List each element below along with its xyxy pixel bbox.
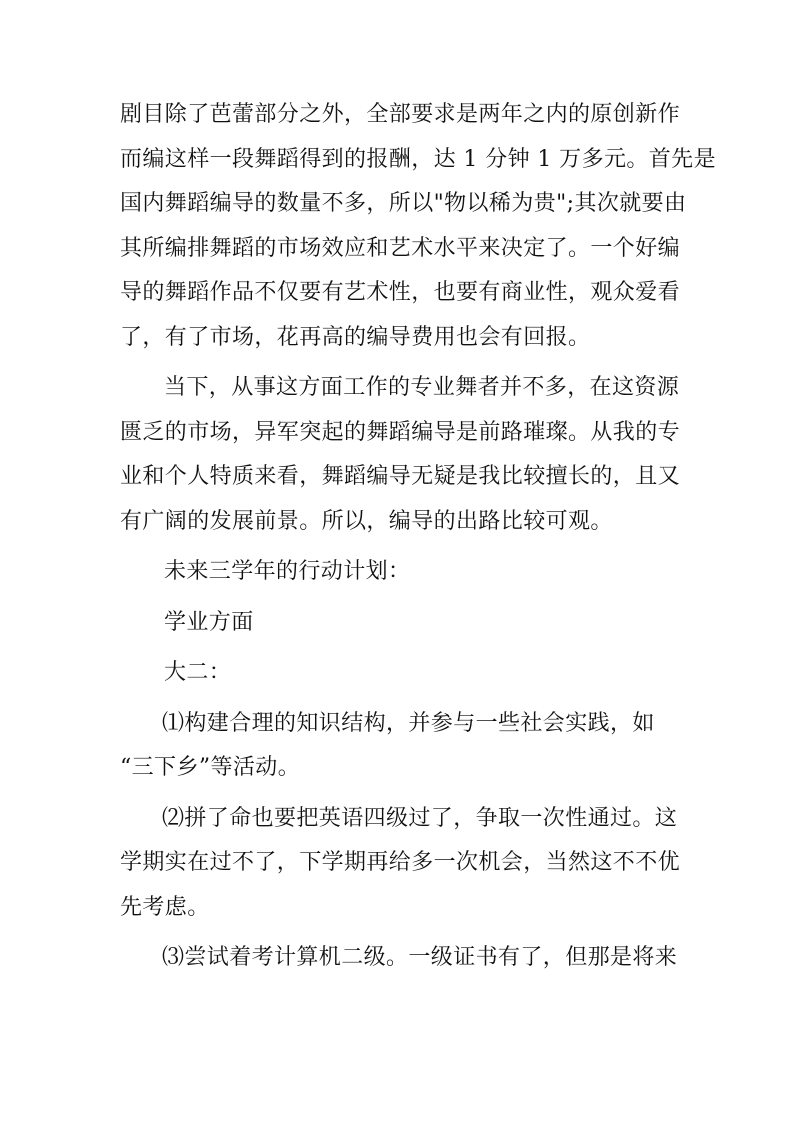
list-item-3: ⑶尝试着考计算机二级。一级证书有了，但那是将来 xyxy=(162,945,678,970)
text-line: 先考虑。 xyxy=(120,894,210,920)
text-line: 而编这样一段舞蹈得到的报酬，达 1 分钟 1 万多元。首先是 xyxy=(120,146,716,172)
document-body xyxy=(120,93,716,981)
list-item-1: ⑴构建合理的知识结构，并参与一些社会实践，如 xyxy=(162,710,655,736)
text-line: 了，有了市场，花再高的编导费用也会有回报。 xyxy=(120,324,591,350)
text-line: 其所编排舞蹈的市场效应和艺术水平来决定了。一个好编 xyxy=(120,235,681,261)
list-item-2: ⑵拼了命也要把英语四级过了，争取一次性通过。这 xyxy=(162,805,678,831)
section-heading-academics: 学业方面 xyxy=(164,609,254,635)
section-heading-sophomore: 大二： xyxy=(164,660,232,685)
text-line: 导的舞蹈作品不仅要有艺术性，也要有商业性，观众爱看 xyxy=(120,280,681,305)
text-line: 有广阔的发展前景。所以，编导的出路比较可观。 xyxy=(120,508,613,534)
paragraph-start-line: 当下，从事这方面工作的专业舞者并不多，在这资源 xyxy=(164,375,680,400)
text-line: “三下乡”等活动。 xyxy=(120,755,301,780)
text-line: 业和个人特质来看，舞蹈编导无疑是我比较擅长的，且又 xyxy=(120,464,681,489)
text-line: 国内舞蹈编导的数量不多，所以"物以稀为贵";其次就要由 xyxy=(120,191,687,216)
text-line: 剧目除了芭蕾部分之外，全部要求是两年之内的原创新作 xyxy=(120,102,681,127)
text-line: 学期实在过不了，下学期再给多一次机会，当然这不不优 xyxy=(120,850,681,875)
text-line: 匮乏的市场，异军突起的舞蹈编导是前路璀璨。从我的专 xyxy=(120,419,681,445)
section-heading-plan: 未来三学年的行动计划： xyxy=(164,559,411,584)
